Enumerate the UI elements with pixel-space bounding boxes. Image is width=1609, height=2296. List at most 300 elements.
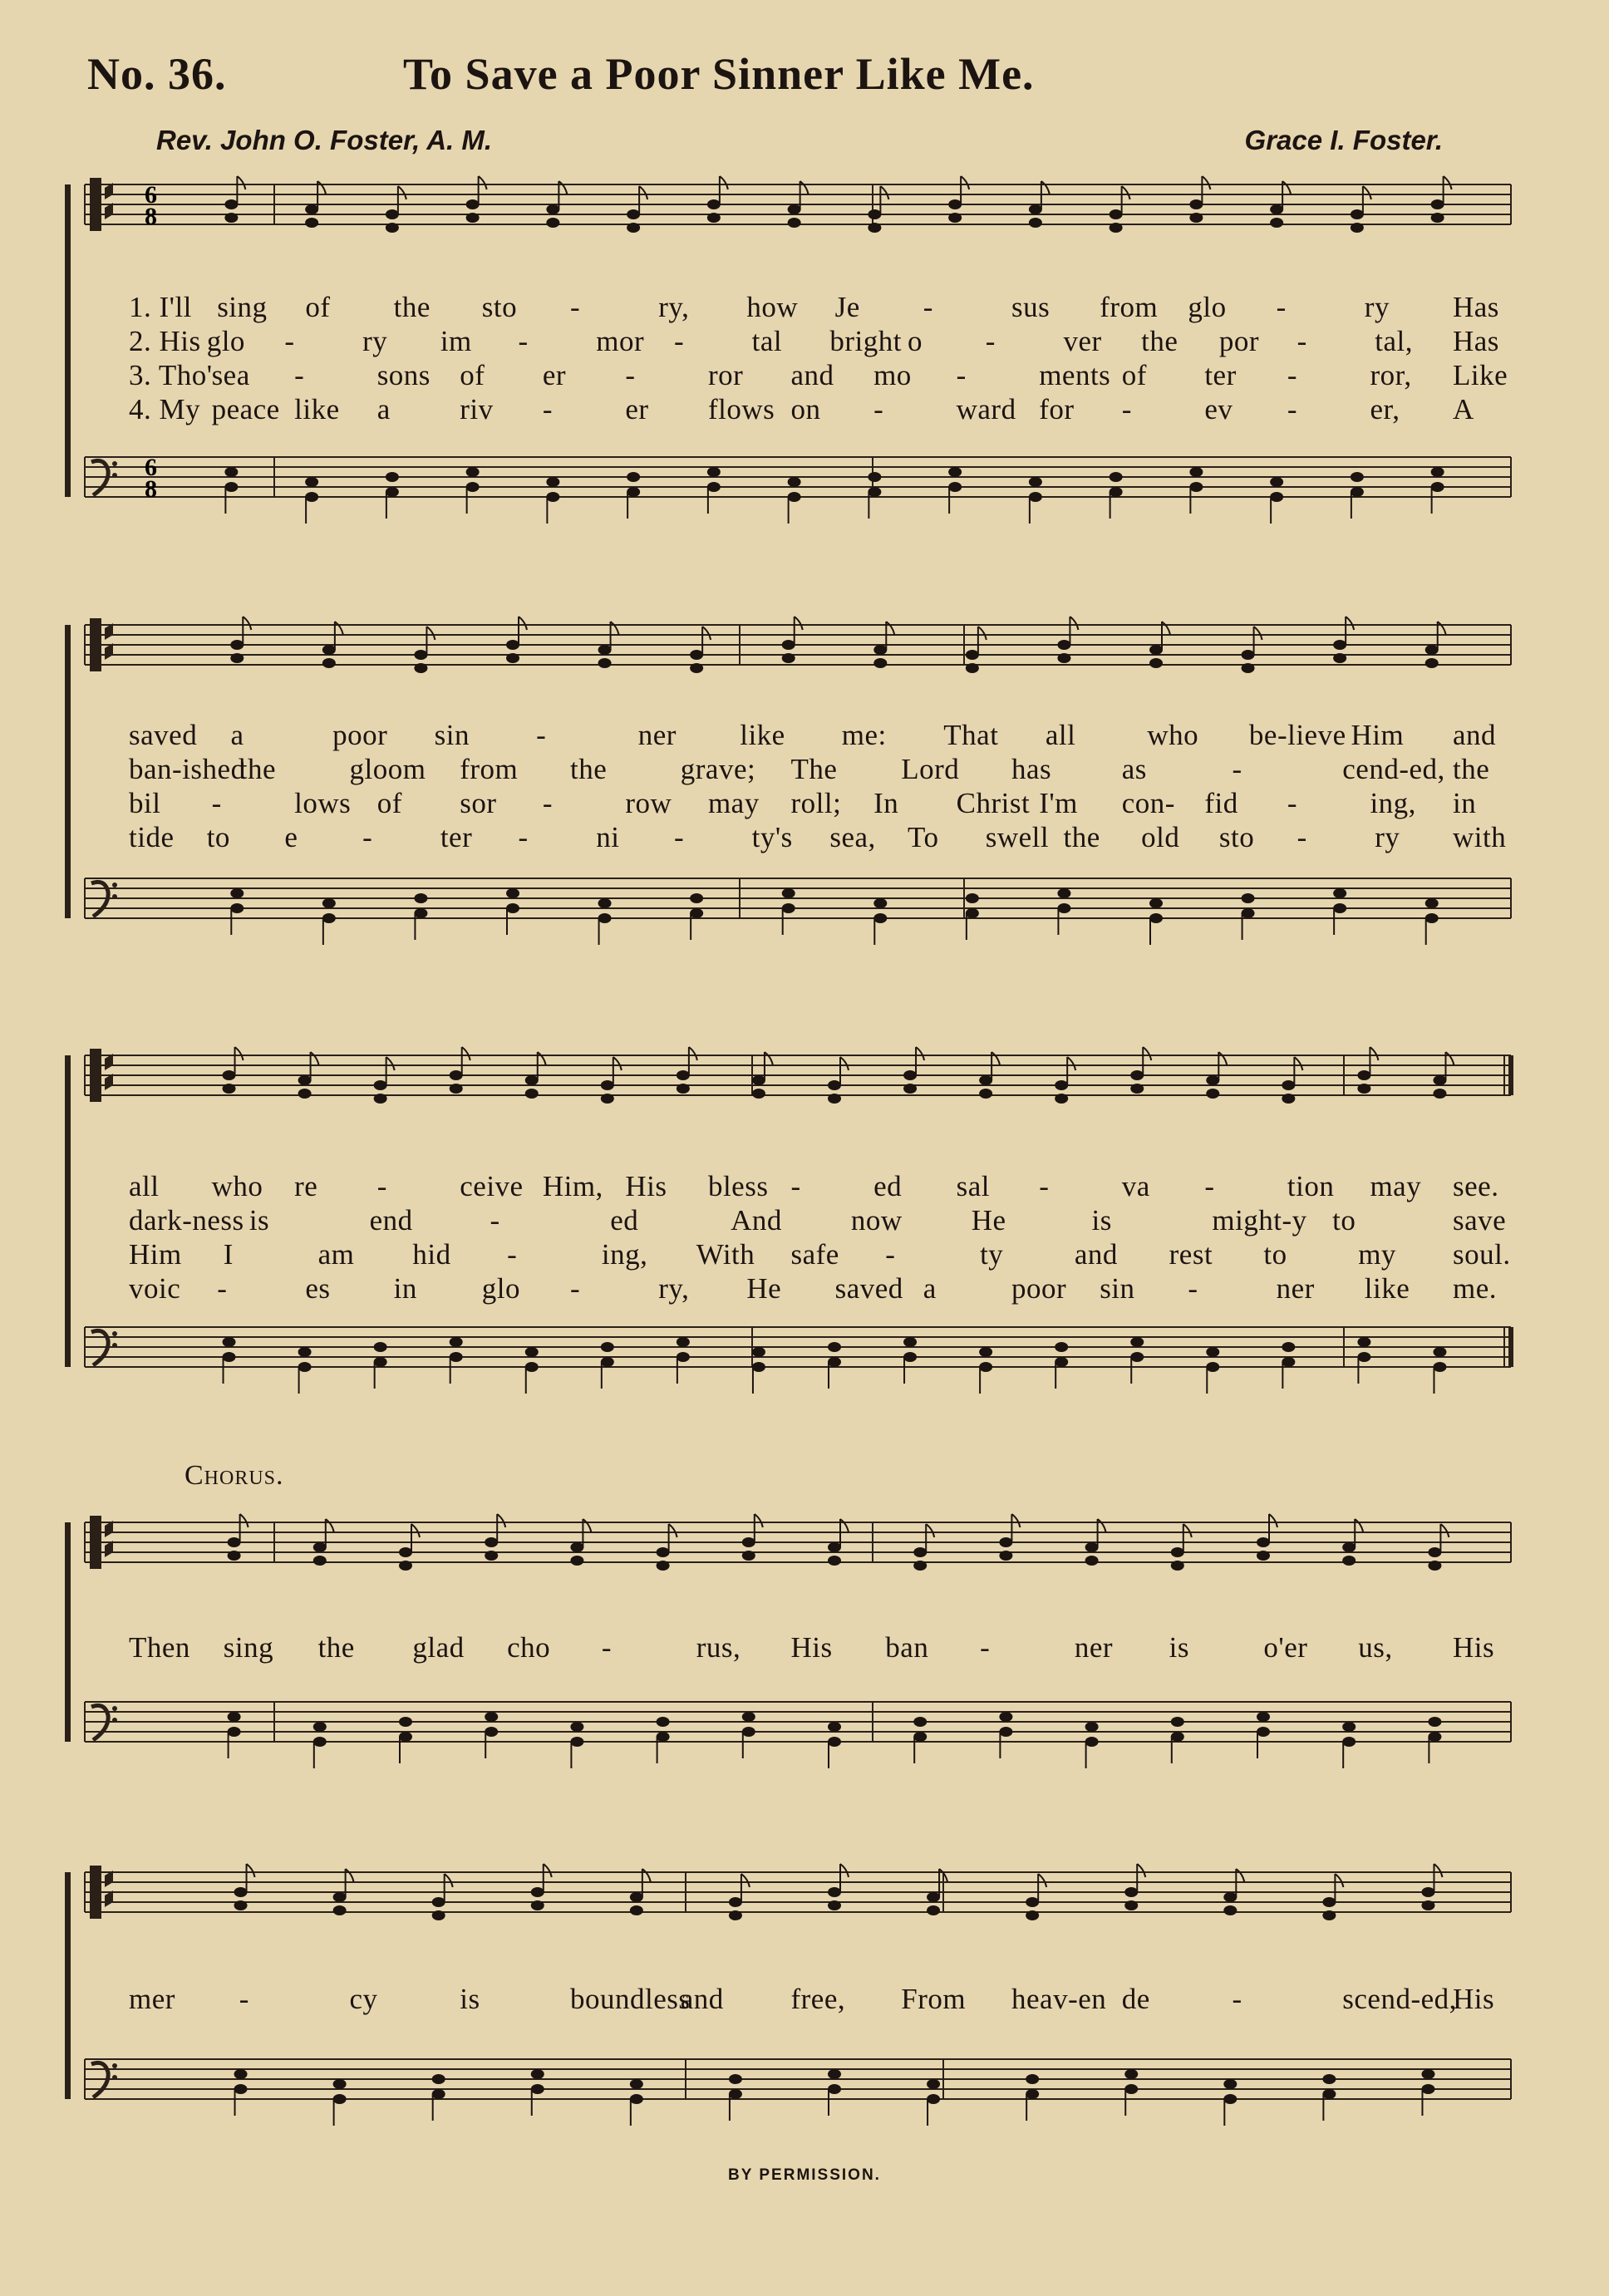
lyric-syllable: ter: [1204, 359, 1237, 391]
note-flag: [1282, 181, 1291, 194]
note-head: [690, 908, 703, 918]
lyric-syllable: es: [305, 1272, 331, 1305]
lyric-syllable: -: [985, 325, 996, 357]
note-flag: [689, 1047, 697, 1060]
note-head: [966, 650, 979, 660]
note-head: [690, 650, 703, 660]
note-head: [828, 2069, 841, 2079]
note-head: [333, 1905, 347, 1915]
note-flag: [1335, 1874, 1343, 1887]
note-head: [1189, 213, 1203, 223]
lyric-syllable: riv: [460, 393, 494, 425]
lyric-line: [0, 753, 1609, 786]
note-head: [873, 645, 887, 655]
note-head: [374, 1080, 387, 1090]
lyric-syllable: Him,: [542, 1170, 603, 1202]
note-head: [1351, 223, 1364, 233]
hymn-title: To Save a Poor Sinner Like Me.: [403, 49, 1035, 99]
note-flag: [991, 1052, 1000, 1065]
note-flag: [538, 1052, 546, 1065]
lyric-syllable: 2. His: [129, 325, 201, 357]
note-head: [999, 1727, 1012, 1737]
hymn-number: No. 36.: [87, 49, 227, 99]
note-flag: [1294, 1057, 1302, 1070]
treble-clef-icon: [90, 178, 101, 231]
key-signature-sharps: [105, 1521, 113, 1557]
note-head: [223, 1084, 236, 1094]
note-head: [1149, 898, 1163, 908]
note-head: [788, 218, 801, 228]
note-head: [979, 1347, 992, 1357]
note-head: [601, 1094, 614, 1104]
note-head: [374, 1357, 387, 1367]
note-head: [1351, 487, 1364, 497]
lyric-syllable: has: [1011, 753, 1052, 785]
note-head: [979, 1075, 992, 1085]
note-head: [546, 204, 559, 214]
note-head: [485, 1727, 498, 1737]
note-head: [450, 1337, 463, 1347]
note-head: [598, 645, 612, 655]
note-head: [570, 1722, 583, 1732]
lyric-syllable: save: [1453, 1204, 1507, 1236]
key-signature-sharps: [105, 1871, 113, 1907]
note-head: [1057, 640, 1070, 650]
note-head: [1333, 653, 1346, 663]
lyric-syllable: ed: [610, 1204, 639, 1236]
note-head: [1057, 903, 1070, 913]
lyric-syllable: and: [680, 1983, 724, 2015]
note-flag: [1137, 1864, 1145, 1877]
lyric-syllable: Then: [129, 1631, 190, 1664]
note-head: [690, 893, 703, 903]
bass-clef-dot: [112, 883, 117, 887]
note-flag: [755, 1514, 763, 1527]
note-head: [1110, 487, 1123, 497]
permission-note: BY PERMISSION.: [728, 2166, 881, 2184]
lyric-syllable: sor: [460, 787, 497, 819]
lyric-syllable: the: [1063, 821, 1100, 853]
note-head: [1085, 1556, 1099, 1566]
note-head: [657, 1732, 670, 1742]
lyric-syllable: 1. I'll: [129, 291, 192, 323]
note-head: [598, 658, 612, 668]
lyric-syllable: er: [625, 393, 649, 425]
lyric-syllable: see.: [1453, 1170, 1499, 1202]
note-head: [1322, 2074, 1336, 2084]
lyric-syllable: ry: [1364, 291, 1390, 323]
note-head: [657, 1561, 670, 1571]
lyric-syllable: ev: [1204, 393, 1233, 425]
lyric-syllable: is: [1091, 1204, 1112, 1236]
note-head: [601, 1080, 614, 1090]
lyric-syllable: -: [284, 325, 295, 357]
lyric-line: [0, 291, 1609, 324]
lyric-syllable: -: [1188, 1272, 1198, 1305]
note-head: [1149, 658, 1163, 668]
note-head: [1026, 1910, 1039, 1920]
note-head: [1421, 1900, 1434, 1910]
lyric-syllable: por: [1218, 325, 1260, 357]
note-head: [1124, 1887, 1138, 1897]
lyric-syllable: In: [873, 787, 899, 819]
note-head: [1270, 492, 1283, 502]
note-flag: [558, 181, 567, 194]
note-head: [313, 1542, 327, 1552]
lyric-syllable: sto: [481, 291, 518, 323]
note-head: [1242, 893, 1255, 903]
note-head: [399, 1547, 412, 1557]
lyric-syllable: ner: [637, 719, 677, 751]
lyric-syllable: -: [239, 1983, 249, 2015]
note-head: [903, 1352, 917, 1362]
lyric-syllable: That: [943, 719, 999, 751]
note-head: [1342, 1722, 1356, 1732]
note-head: [333, 1892, 347, 1902]
note-head: [224, 467, 238, 477]
note-head: [228, 1537, 241, 1547]
note-flag: [1355, 1519, 1363, 1532]
note-head: [1425, 898, 1439, 908]
lyric-syllable: -: [790, 1170, 801, 1202]
note-head: [414, 663, 427, 673]
note-head: [873, 898, 887, 908]
bass-clef-dot: [112, 473, 117, 478]
lyric-line: [0, 821, 1609, 854]
note-head: [298, 1362, 312, 1372]
lyric-syllable: ban-ished: [129, 753, 246, 785]
lyric-syllable: for: [1039, 393, 1075, 425]
note-head: [601, 1357, 614, 1367]
note-flag: [398, 186, 406, 199]
note-head: [313, 1722, 327, 1732]
note-head: [546, 218, 559, 228]
lyric-syllable: flows: [707, 393, 775, 425]
lyric-syllable: -: [1297, 821, 1307, 853]
note-head: [1333, 640, 1346, 650]
lyric-syllable: Like: [1453, 359, 1508, 391]
lyric-syllable: His: [790, 1631, 833, 1664]
note-head: [966, 908, 979, 918]
lyric-syllable: with: [1453, 821, 1507, 853]
note-head: [1282, 1080, 1295, 1090]
lyric-syllable: cend-ed,: [1342, 753, 1445, 785]
note-head: [228, 1727, 241, 1737]
note-head: [322, 645, 336, 655]
lyric-line: [0, 1204, 1609, 1237]
note-head: [782, 640, 795, 650]
note-flag: [978, 627, 987, 640]
lyric-syllable: ceive: [460, 1170, 524, 1202]
lyric-syllable: scend-ed,: [1342, 1983, 1457, 2015]
note-flag: [669, 1524, 677, 1537]
note-head: [677, 1337, 690, 1347]
lyric-syllable: ror,: [1370, 359, 1412, 391]
lyric-syllable: -: [1287, 393, 1298, 425]
note-flag: [961, 176, 969, 189]
lyric-syllable: voic: [129, 1272, 181, 1305]
lyric-syllable: -: [362, 821, 373, 853]
lyric-syllable: mer: [129, 1983, 175, 2015]
lyric-syllable: me.: [1453, 1272, 1498, 1305]
lyric-syllable: to: [1263, 1238, 1287, 1271]
lyric-syllable: -: [542, 393, 553, 425]
lyric-syllable: heav-en: [1011, 1983, 1107, 2015]
lyric-syllable: I: [223, 1238, 234, 1271]
note-head: [1428, 1561, 1441, 1571]
note-flag: [497, 1514, 505, 1527]
note-head: [386, 472, 399, 482]
note-flag: [795, 617, 803, 630]
lyric-syllable: -: [923, 291, 933, 323]
bass-clef-dot: [112, 1343, 117, 1348]
note-head: [466, 199, 480, 209]
note-flag: [916, 1047, 924, 1060]
note-flag: [235, 1047, 244, 1060]
lyric-syllable: Has: [1453, 291, 1499, 323]
bass-clef-dot: [112, 1331, 117, 1336]
lyric-line: [0, 393, 1609, 426]
treble-clef-icon: [90, 1866, 101, 1919]
note-head: [485, 1551, 498, 1561]
bass-clef-icon: [91, 2062, 108, 2097]
note-head: [1322, 2089, 1336, 2099]
note-head: [234, 2069, 248, 2079]
note-head: [466, 482, 480, 492]
lyric-syllable: -: [873, 393, 884, 425]
lyric-syllable: bright: [829, 325, 902, 357]
note-head: [828, 1542, 841, 1552]
note-head: [531, 1887, 544, 1897]
note-flag: [1011, 1514, 1020, 1527]
lyric-syllable: He: [971, 1204, 1006, 1236]
lyric-syllable: lows: [294, 787, 352, 819]
note-head: [414, 650, 427, 660]
note-head: [966, 663, 979, 673]
note-head: [399, 1732, 412, 1742]
note-flag: [335, 622, 343, 635]
lyric-syllable: my: [1358, 1238, 1396, 1271]
lyric-syllable: who: [1147, 719, 1199, 751]
note-head: [927, 2094, 940, 2104]
lyric-syllable: ter: [440, 821, 473, 853]
note-flag: [840, 1057, 849, 1070]
note-head: [1029, 204, 1042, 214]
note-head: [1110, 223, 1123, 233]
note-head: [630, 2094, 643, 2104]
note-head: [506, 903, 519, 913]
note-head: [1055, 1357, 1068, 1367]
note-head: [1206, 1089, 1219, 1099]
lyric-line: [0, 1272, 1609, 1305]
note-head: [1357, 1084, 1370, 1094]
note-head: [432, 1910, 445, 1920]
note-head: [305, 477, 318, 487]
lyric-syllable: -: [570, 1272, 581, 1305]
lyric-syllable: fid: [1204, 787, 1238, 819]
note-flag: [1434, 1864, 1442, 1877]
note-head: [1433, 1089, 1446, 1099]
lyric-syllable: us,: [1358, 1631, 1393, 1664]
bass-clef-dot: [112, 2075, 117, 2080]
lyric-syllable: boundless: [570, 1983, 691, 2015]
note-head: [788, 477, 801, 487]
note-head: [868, 223, 881, 233]
note-head: [386, 223, 399, 233]
lyric-syllable: like: [294, 393, 340, 425]
lyric-syllable: a: [230, 719, 244, 751]
lyric-syllable: From: [901, 1983, 967, 2015]
lyric-syllable: -: [570, 291, 581, 323]
note-head: [828, 1342, 841, 1352]
note-head: [531, 2084, 544, 2094]
note-head: [627, 472, 640, 482]
note-head: [782, 653, 795, 663]
lyric-syllable: sin: [434, 719, 470, 751]
lyric-syllable: -: [885, 1238, 896, 1271]
note-head: [1189, 467, 1203, 477]
lyric-syllable: like: [740, 719, 785, 751]
note-head: [999, 1712, 1012, 1722]
note-flag: [1162, 622, 1170, 635]
note-head: [1257, 1727, 1270, 1737]
bass-clef-icon: [91, 1705, 108, 1740]
lyric-syllable: ner: [1074, 1631, 1114, 1664]
note-head: [752, 1347, 765, 1357]
note-head: [525, 1075, 539, 1085]
note-head: [230, 903, 244, 913]
lyric-syllable: mor: [596, 325, 645, 357]
note-head: [305, 218, 318, 228]
lyric-syllable: and: [790, 359, 834, 391]
note-head: [752, 1362, 765, 1372]
note-head: [828, 1357, 841, 1367]
note-head: [1206, 1075, 1219, 1085]
note-head: [742, 1551, 755, 1561]
chorus-label: Chorus.: [185, 1460, 284, 1491]
lyric-syllable: glad: [412, 1631, 465, 1664]
note-head: [630, 2079, 643, 2089]
note-flag: [1122, 186, 1130, 199]
lyric-syllable: ry: [362, 325, 388, 357]
lyric-syllable: roll;: [790, 787, 842, 819]
note-head: [230, 888, 244, 898]
lyric-syllable: tion: [1287, 1170, 1335, 1202]
note-head: [1029, 492, 1042, 502]
note-flag: [1098, 1519, 1106, 1532]
note-flag: [800, 181, 809, 194]
lyric-syllable: the: [393, 291, 431, 323]
note-head: [1270, 218, 1283, 228]
note-head: [630, 1892, 643, 1902]
lyric-line: [0, 359, 1609, 392]
lyric-syllable: bless: [707, 1170, 769, 1202]
lyric-syllable: to: [206, 821, 230, 853]
lyric-syllable: to: [1332, 1204, 1356, 1236]
note-head: [1333, 888, 1346, 898]
lyric-syllable: how: [746, 291, 799, 323]
note-head: [657, 1717, 670, 1727]
note-head: [322, 898, 336, 908]
lyric-syllable: soul.: [1453, 1238, 1511, 1271]
lyric-syllable: ni: [596, 821, 620, 853]
lyric-syllable: is: [460, 1983, 480, 2015]
lyric-syllable: rus,: [696, 1631, 741, 1664]
lyric-syllable: His: [1453, 1983, 1495, 2015]
note-head: [546, 477, 559, 487]
note-flag: [1346, 617, 1354, 630]
lyric-syllable: -: [1276, 291, 1287, 323]
final-barline: [1508, 1327, 1513, 1367]
lyric-syllable: He: [746, 1272, 782, 1305]
lyric-syllable: poor: [332, 719, 388, 751]
note-head: [627, 487, 640, 497]
note-flag: [1254, 627, 1262, 640]
key-signature-sharps: [105, 183, 113, 219]
note-head: [386, 487, 399, 497]
time-signature-bottom: 8: [145, 475, 157, 503]
note-head: [601, 1342, 614, 1352]
note-head: [1110, 472, 1123, 482]
note-head: [1431, 213, 1444, 223]
note-head: [1110, 209, 1123, 219]
note-head: [927, 1905, 940, 1915]
note-head: [627, 209, 640, 219]
note-head: [1223, 1905, 1237, 1915]
note-head: [1026, 2074, 1039, 2084]
lyric-syllable: now: [850, 1204, 903, 1236]
note-head: [828, 1722, 841, 1732]
note-head: [1189, 199, 1203, 209]
lyric-syllable: of: [1121, 359, 1147, 391]
lyric-syllable: of: [460, 359, 485, 391]
note-flag: [317, 181, 326, 194]
lyric-syllable: as: [1121, 753, 1147, 785]
note-flag: [880, 186, 888, 199]
note-head: [828, 1094, 841, 1104]
lyric-syllable: con-: [1121, 787, 1175, 819]
lyric-syllable: er,: [1370, 393, 1400, 425]
lyric-syllable: of: [376, 787, 402, 819]
note-head: [1270, 204, 1283, 214]
final-barline: [1508, 1055, 1513, 1095]
bass-clef-dot: [112, 461, 117, 466]
note-head: [386, 209, 399, 219]
note-flag: [1202, 176, 1210, 189]
note-head: [707, 213, 721, 223]
lyric-syllable: ry: [1375, 821, 1400, 853]
note-head: [333, 2094, 347, 2104]
lyric-syllable: 3. Tho': [129, 359, 213, 391]
note-head: [450, 1084, 463, 1094]
note-head: [948, 482, 962, 492]
note-head: [1242, 908, 1255, 918]
bass-clef-icon: [91, 460, 108, 495]
note-head: [828, 1737, 841, 1747]
note-head: [305, 204, 318, 214]
note-head: [627, 223, 640, 233]
note-head: [1171, 1732, 1184, 1742]
lyric-syllable: ty: [980, 1238, 1004, 1271]
note-head: [752, 1075, 765, 1085]
note-head: [1431, 467, 1444, 477]
lyric-syllable: tide: [129, 821, 175, 853]
lyric-syllable: I'm: [1039, 787, 1078, 819]
lyric-syllable: may: [1370, 1170, 1422, 1202]
bass-clef-dot: [112, 894, 117, 899]
time-signature-top: 6: [145, 454, 157, 481]
lyric-syllable: To: [908, 821, 939, 853]
